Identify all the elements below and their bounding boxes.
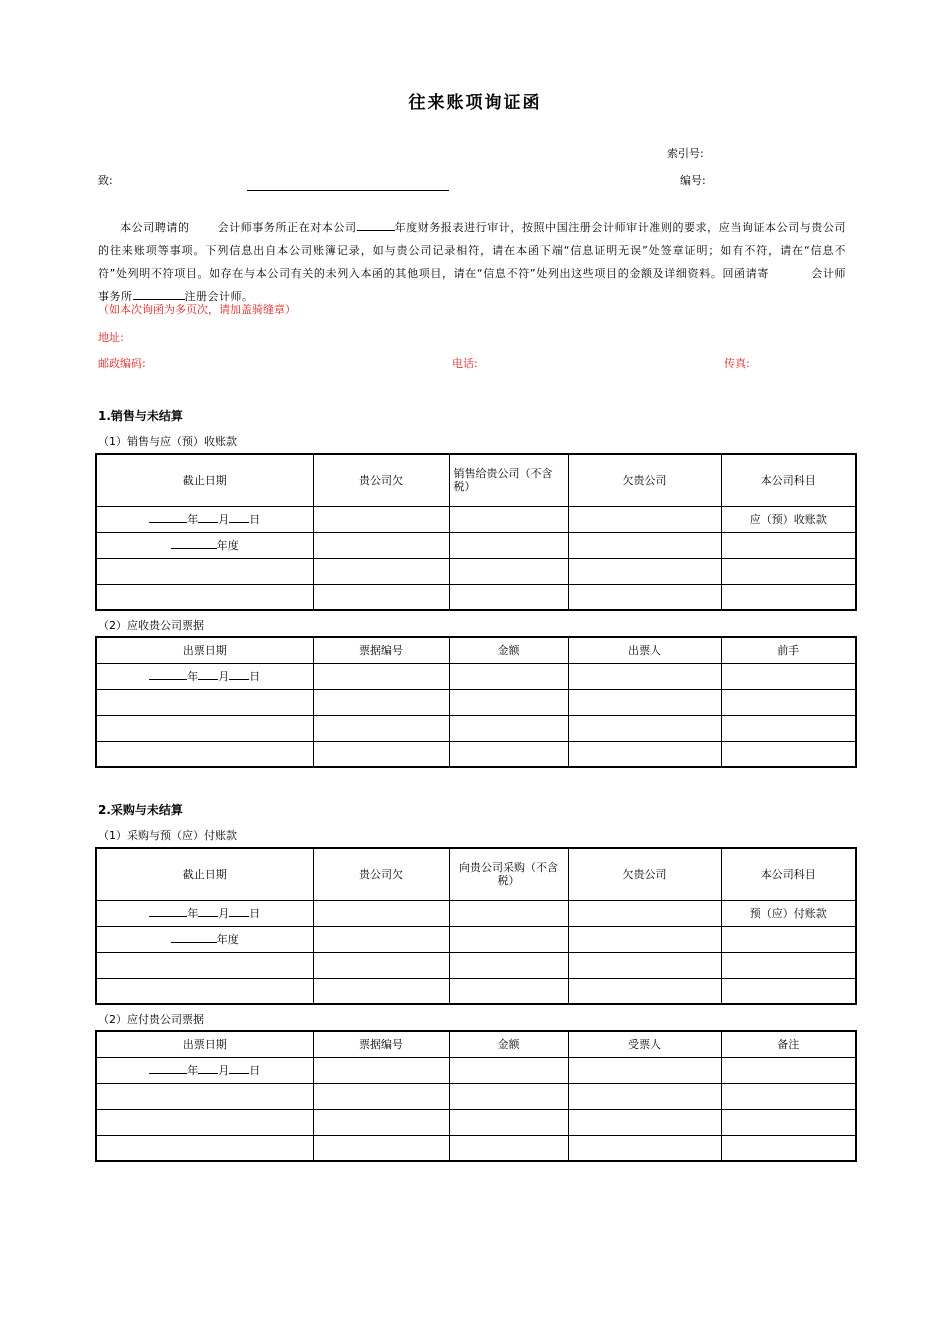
header-sales-to-you: 销售给贵公司（不含税） xyxy=(449,454,568,506)
table-cell[interactable] xyxy=(721,741,856,767)
table-cell[interactable] xyxy=(96,1135,313,1161)
notes-payable-table xyxy=(95,1030,857,1162)
section2-sub2-label: （2）应付贵公司票据 xyxy=(98,1013,204,1026)
table-cell[interactable] xyxy=(449,978,568,1004)
table-cell[interactable] xyxy=(313,978,449,1004)
recipient-line[interactable] xyxy=(247,190,449,191)
header-issue-date: 出票日期 xyxy=(96,1031,313,1057)
purchases-payables-table xyxy=(95,847,857,1005)
table-cell[interactable] xyxy=(449,558,568,584)
table-cell[interactable] xyxy=(568,1135,721,1161)
table-cell[interactable] xyxy=(721,1057,856,1083)
body-text-1: 本公司聘请的 xyxy=(120,221,190,234)
section1-heading: 1.销售与未结算 xyxy=(98,409,183,423)
table-cell[interactable] xyxy=(721,584,856,610)
table-cell[interactable] xyxy=(313,689,449,715)
table-cell[interactable] xyxy=(568,1083,721,1109)
sales-receivables-table xyxy=(95,453,857,611)
table-cell[interactable] xyxy=(721,663,856,689)
table-cell[interactable] xyxy=(721,1083,856,1109)
table-cell[interactable] xyxy=(313,1109,449,1135)
account-cell: 预（应）付账款 xyxy=(721,900,856,926)
table-cell[interactable] xyxy=(568,952,721,978)
table-cell[interactable] xyxy=(721,978,856,1004)
header-note-number: 票据编号 xyxy=(313,1031,449,1057)
body-text-3: 年度财务报表进行审计，按照中国注册会计师审计准则的要求，应当询证本公司与贵公司的往来账项等事项。下列信息出自本公司账簿记录，如与贵公司记录相符，请在本函下端“信息证明无误”处签章证明；如有不符，请在“信息不符”处列明不符项目。如存在与本公司有关的未列入本函的其他项目，请在“信息不符”处列出这些项目的金额及详细资料。回函请寄 xyxy=(98,221,847,280)
table-cell[interactable] xyxy=(568,1109,721,1135)
page-title: 往来账项询证函 xyxy=(408,93,542,113)
table-cell[interactable] xyxy=(96,715,313,741)
table-cell[interactable] xyxy=(449,663,568,689)
table-cell[interactable] xyxy=(568,926,721,952)
section1-sub2-label: （2）应收贵公司票据 xyxy=(98,619,204,632)
header-amount: 金额 xyxy=(449,637,568,663)
table-cell[interactable] xyxy=(313,926,449,952)
header-payee: 受票人 xyxy=(568,1031,721,1057)
table-cell[interactable] xyxy=(96,741,313,767)
body-text-2: 会计师事务所正在对本公司 xyxy=(217,221,357,234)
issue-date-cell[interactable]: 年 月 日 xyxy=(96,1057,313,1083)
table-cell[interactable] xyxy=(568,978,721,1004)
table-cell[interactable] xyxy=(568,506,721,532)
table-cell[interactable] xyxy=(721,952,856,978)
table-cell[interactable] xyxy=(568,663,721,689)
table-cell[interactable] xyxy=(96,978,313,1004)
header-owed-by-you: 贵公司欠 xyxy=(313,454,449,506)
header-remarks: 备注 xyxy=(721,1031,856,1057)
table-cell[interactable] xyxy=(313,663,449,689)
table-cell[interactable] xyxy=(568,532,721,558)
table-cell[interactable] xyxy=(449,1135,568,1161)
table-cell[interactable] xyxy=(313,1083,449,1109)
header-cutoff-date: 截止日期 xyxy=(96,848,313,900)
table-cell[interactable] xyxy=(313,900,449,926)
table-cell[interactable] xyxy=(449,900,568,926)
table-cell[interactable] xyxy=(96,558,313,584)
table-cell[interactable] xyxy=(449,506,568,532)
table-cell[interactable] xyxy=(449,741,568,767)
body-text-4: 会计师事务所 xyxy=(98,267,847,303)
fiscal-year-cell[interactable]: 年度 xyxy=(96,532,313,558)
header-account: 本公司科目 xyxy=(721,848,856,900)
table-cell[interactable] xyxy=(313,558,449,584)
table-cell[interactable] xyxy=(449,1109,568,1135)
table-cell[interactable] xyxy=(313,506,449,532)
table-cell[interactable] xyxy=(313,952,449,978)
table-cell[interactable] xyxy=(568,584,721,610)
table-cell[interactable] xyxy=(721,532,856,558)
table-cell[interactable] xyxy=(568,558,721,584)
header-amount: 金额 xyxy=(449,1031,568,1057)
fiscal-year-cell[interactable]: 年度 xyxy=(96,926,313,952)
number-label: 编号: xyxy=(680,174,706,187)
header-prior-holder: 前手 xyxy=(721,637,856,663)
cutoff-date-cell[interactable]: 年 月 日 xyxy=(96,900,313,926)
table-cell[interactable] xyxy=(313,1135,449,1161)
table-cell[interactable] xyxy=(449,1083,568,1109)
table-cell[interactable] xyxy=(721,926,856,952)
table-cell[interactable] xyxy=(96,1109,313,1135)
address-label: 地址: xyxy=(98,331,124,344)
header-drawer: 出票人 xyxy=(568,637,721,663)
phone-label: 电话: xyxy=(452,357,478,370)
table-cell[interactable] xyxy=(721,1109,856,1135)
table-cell[interactable] xyxy=(96,952,313,978)
seal-note: （如本次询函为多页次，请加盖骑缝章） xyxy=(98,303,296,316)
header-purchases-from-you: 向贵公司采购（不含税） xyxy=(449,848,568,900)
table-cell[interactable] xyxy=(313,741,449,767)
table-cell[interactable] xyxy=(313,532,449,558)
section2-sub1-label: （1）采购与预（应）付账款 xyxy=(98,829,237,842)
table-cell[interactable] xyxy=(313,715,449,741)
table-cell[interactable] xyxy=(449,1057,568,1083)
table-cell[interactable] xyxy=(449,584,568,610)
header-owed-to-you: 欠贵公司 xyxy=(568,454,721,506)
table-cell[interactable] xyxy=(313,584,449,610)
table-cell[interactable] xyxy=(449,715,568,741)
body-paragraph xyxy=(98,216,846,308)
postcode-label: 邮政编码: xyxy=(98,357,146,370)
index-label: 索引号: xyxy=(667,147,704,160)
header-note-number: 票据编号 xyxy=(313,637,449,663)
table-cell[interactable] xyxy=(449,532,568,558)
header-owed-by-you: 贵公司欠 xyxy=(313,848,449,900)
account-cell: 应（预）收账款 xyxy=(721,506,856,532)
issue-date-cell[interactable]: 年 月 日 xyxy=(96,663,313,689)
table-cell[interactable] xyxy=(449,926,568,952)
header-owed-to-you: 欠贵公司 xyxy=(568,848,721,900)
header-issue-date: 出票日期 xyxy=(96,637,313,663)
section2-heading: 2.采购与未结算 xyxy=(98,803,183,817)
section1-sub1-label: （1）销售与应（预）收账款 xyxy=(98,435,237,448)
table-cell[interactable] xyxy=(568,689,721,715)
table-cell[interactable] xyxy=(449,689,568,715)
table-cell[interactable] xyxy=(568,715,721,741)
cpa-name-blank[interactable] xyxy=(133,287,185,300)
cutoff-date-cell[interactable]: 年 月 日 xyxy=(96,506,313,532)
table-cell[interactable] xyxy=(721,689,856,715)
to-label: 致: xyxy=(98,174,113,187)
notes-receivable-table xyxy=(95,636,857,768)
table-cell[interactable] xyxy=(568,1057,721,1083)
table-cell[interactable] xyxy=(313,1057,449,1083)
fax-label: 传真: xyxy=(724,357,750,370)
table-cell[interactable] xyxy=(568,900,721,926)
table-cell[interactable] xyxy=(96,1083,313,1109)
fiscal-year-blank[interactable] xyxy=(357,218,395,231)
table-cell[interactable] xyxy=(568,741,721,767)
table-cell[interactable] xyxy=(721,1135,856,1161)
table-cell[interactable] xyxy=(721,715,856,741)
table-cell[interactable] xyxy=(721,558,856,584)
table-cell[interactable] xyxy=(96,689,313,715)
table-cell[interactable] xyxy=(449,952,568,978)
header-cutoff-date: 截止日期 xyxy=(96,454,313,506)
body-text-5: 注册会计师。 xyxy=(184,290,254,303)
header-account: 本公司科目 xyxy=(721,454,856,506)
table-cell[interactable] xyxy=(96,584,313,610)
